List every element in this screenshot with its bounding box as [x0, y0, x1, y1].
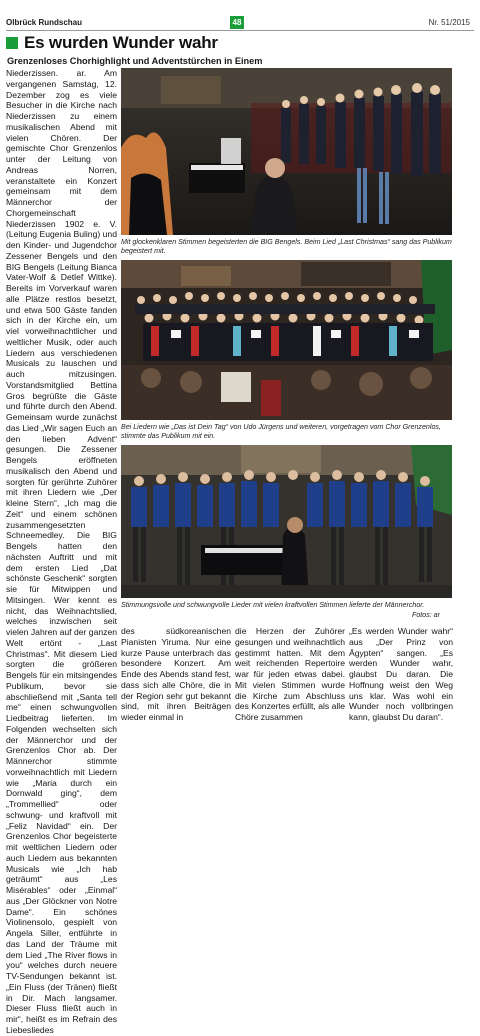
article-column-2: des südkoreanischen Pianisten Yiruma. Nur eine kurze Pause unterbrach das besondere Konzert. Am Ende des Abends stand fest, dass sich alle Chöre, die in der Region sehr gut bekannt sind, mit ihren Beiträgen wieder einmal in — [121, 626, 231, 722]
publication-name: Olbrück Rundschau — [6, 18, 83, 27]
article-title: Es wurden Wunder wahr — [24, 33, 218, 52]
photo-big-bengels — [121, 68, 452, 235]
article-column-3: die Herzen der Zuhörer gesungen und weihnachtlich gestimmt hatten. Mit dem weit reichenden Repertoire war für jeden etwas dabei. Mit vielen Stimmen wurde die Kirche zum Abschluss des Konzertes erfüllt, als alle Chöre zusammen — [235, 626, 345, 722]
photo-maennerchor — [121, 445, 452, 598]
article-subtitle: Grenzenloses Chorhighlight und Adventstürchen in Einem — [7, 56, 263, 66]
green-square-icon — [6, 37, 18, 49]
photo-credit: Fotos: ar — [412, 611, 440, 619]
page-number-badge: 48 — [230, 16, 244, 29]
issue-number: Nr. 51/2015 — [428, 18, 470, 27]
photo-caption-3: Stimmungsvolle und schwungvolle Lieder mit vielen kraftvollen Stimmen lieferte der Männerchor. — [121, 601, 425, 609]
article-column-4: „Es werden Wunder wahr“ aus „Der Prinz von Ägypten“ sangen. „Es werden Wunder wahr, glaubst Du daran. Die Hoffnung weist den Weg uns klar. Was wohl ein Wunder noch vollbringen kann, glaubst Du daran“. — [349, 626, 453, 722]
photo-chor-grenzenlos — [121, 260, 452, 420]
page-header — [6, 16, 474, 32]
header-rule — [6, 30, 474, 31]
photo-caption-1: Mit glockenklaren Stimmen begeisterten die BIG Bengels. Beim Lied „Last Christmas“ sang das Publikum begeistert mit. — [121, 238, 452, 255]
headline — [6, 33, 218, 53]
photo-caption-2: Bei Liedern wie „Das ist Dein Tag“ von Udo Jürgens und weiteren, vorgetragen vom Chor Grenzenlos, stimmte das Publikum mit ein. — [121, 423, 441, 440]
article-column-1: Niederzissen. ar. Am vergangenen Samstag, 12. Dezember zog es viele Besucher in die Kirche nach Niederzissen zu einem musikalischen Abend mit vielen Chören. Der gemischte Chor Grenzenlos unter der Leitung von Andreas Norren, veranstaltete ein Konzert gemeinsam mit dem Männerchor der Chorgemeinschaft Niederzissen 1902 e. V. (Leitung Eugenia Buling) und den Kinder- und Jugendchor Zessener Bengels und den BIG Bengels (Leitung Bianca Vater-Wolf & Detlef Wittke). Bereits im Vorverkauf waren alle Plätze restlos besetzt, und etwa 500 Gäste fanden sich in der Kirche ein, um viel vorweihnachtlicher und weltlicher Musik, oder auch Liedern aus verschiedenen Musicals zu lauschen und auch mitzusingen. Vorstandsmitglied Bettina Gros begrüßte die Gäste und führte durch den Abend. Gemeinsam wurde zunächst das Lied „Wir sagen Euch an den lieben Advent“ gesungen. Die Zessener Bengels eröffneten musikalisch den Abend und sorgten für gerührte Zuhörer mit ihren Liedern wie „Der kleine Stern“, „Ich mag die Zeit“ und einem schönen zusammengesetzten Schneemedley. Die BIG Bengels hatten den nächsten Auftritt und mit dem ersten Lied „Dat schönste Geschenk“ sorgten sie für Mitwippen und Mitsingen. Wer kennt es nicht, das Weihnachtslied, welches inzwischen seit vielen Jahren auf der ganzen Welt ertönt - „Last Christmas“. Mit diesem Lied sorgten die größeren Bengels für ein mitsingendes Publikum, bevor sie abschließend mit „Santa tell me“ einen schwungvollen Liedbeitrag lieferten. Im Folgenden wechselten sich der Männerchor und der Grenzenlos Chor ab. Der Männerchor stimmte vorweihnachtlich mit Liedern wie „Maria durch ein Dornwald ging“, dem „Trommellied“ oder schwung- und kraftvoll mit „Feliz Navidad“ ein. Der Grenzenlos Chor begeisterte mit weltlichen Liedern oder auch Liedern aus bekannten Musicals wie „Ich hab geträumt“ aus „Les Misérables“ oder „Einmal“ aus „Der Glöckner von Notre Dame“. Ein schönes Violinensolo, gespielt von Angela Siller, entführte in das Land der Träume mit dem Lied „The River flows in you“ welches durch neuere TV-Sendungen bekannt ist. „Ein Fluss (der Tränen) fließt in Dir. Mach langsamer. Dieser Fluss fließt auch in mir“, heißt es im Refrain des Liebesliedes — [6, 68, 117, 1035]
